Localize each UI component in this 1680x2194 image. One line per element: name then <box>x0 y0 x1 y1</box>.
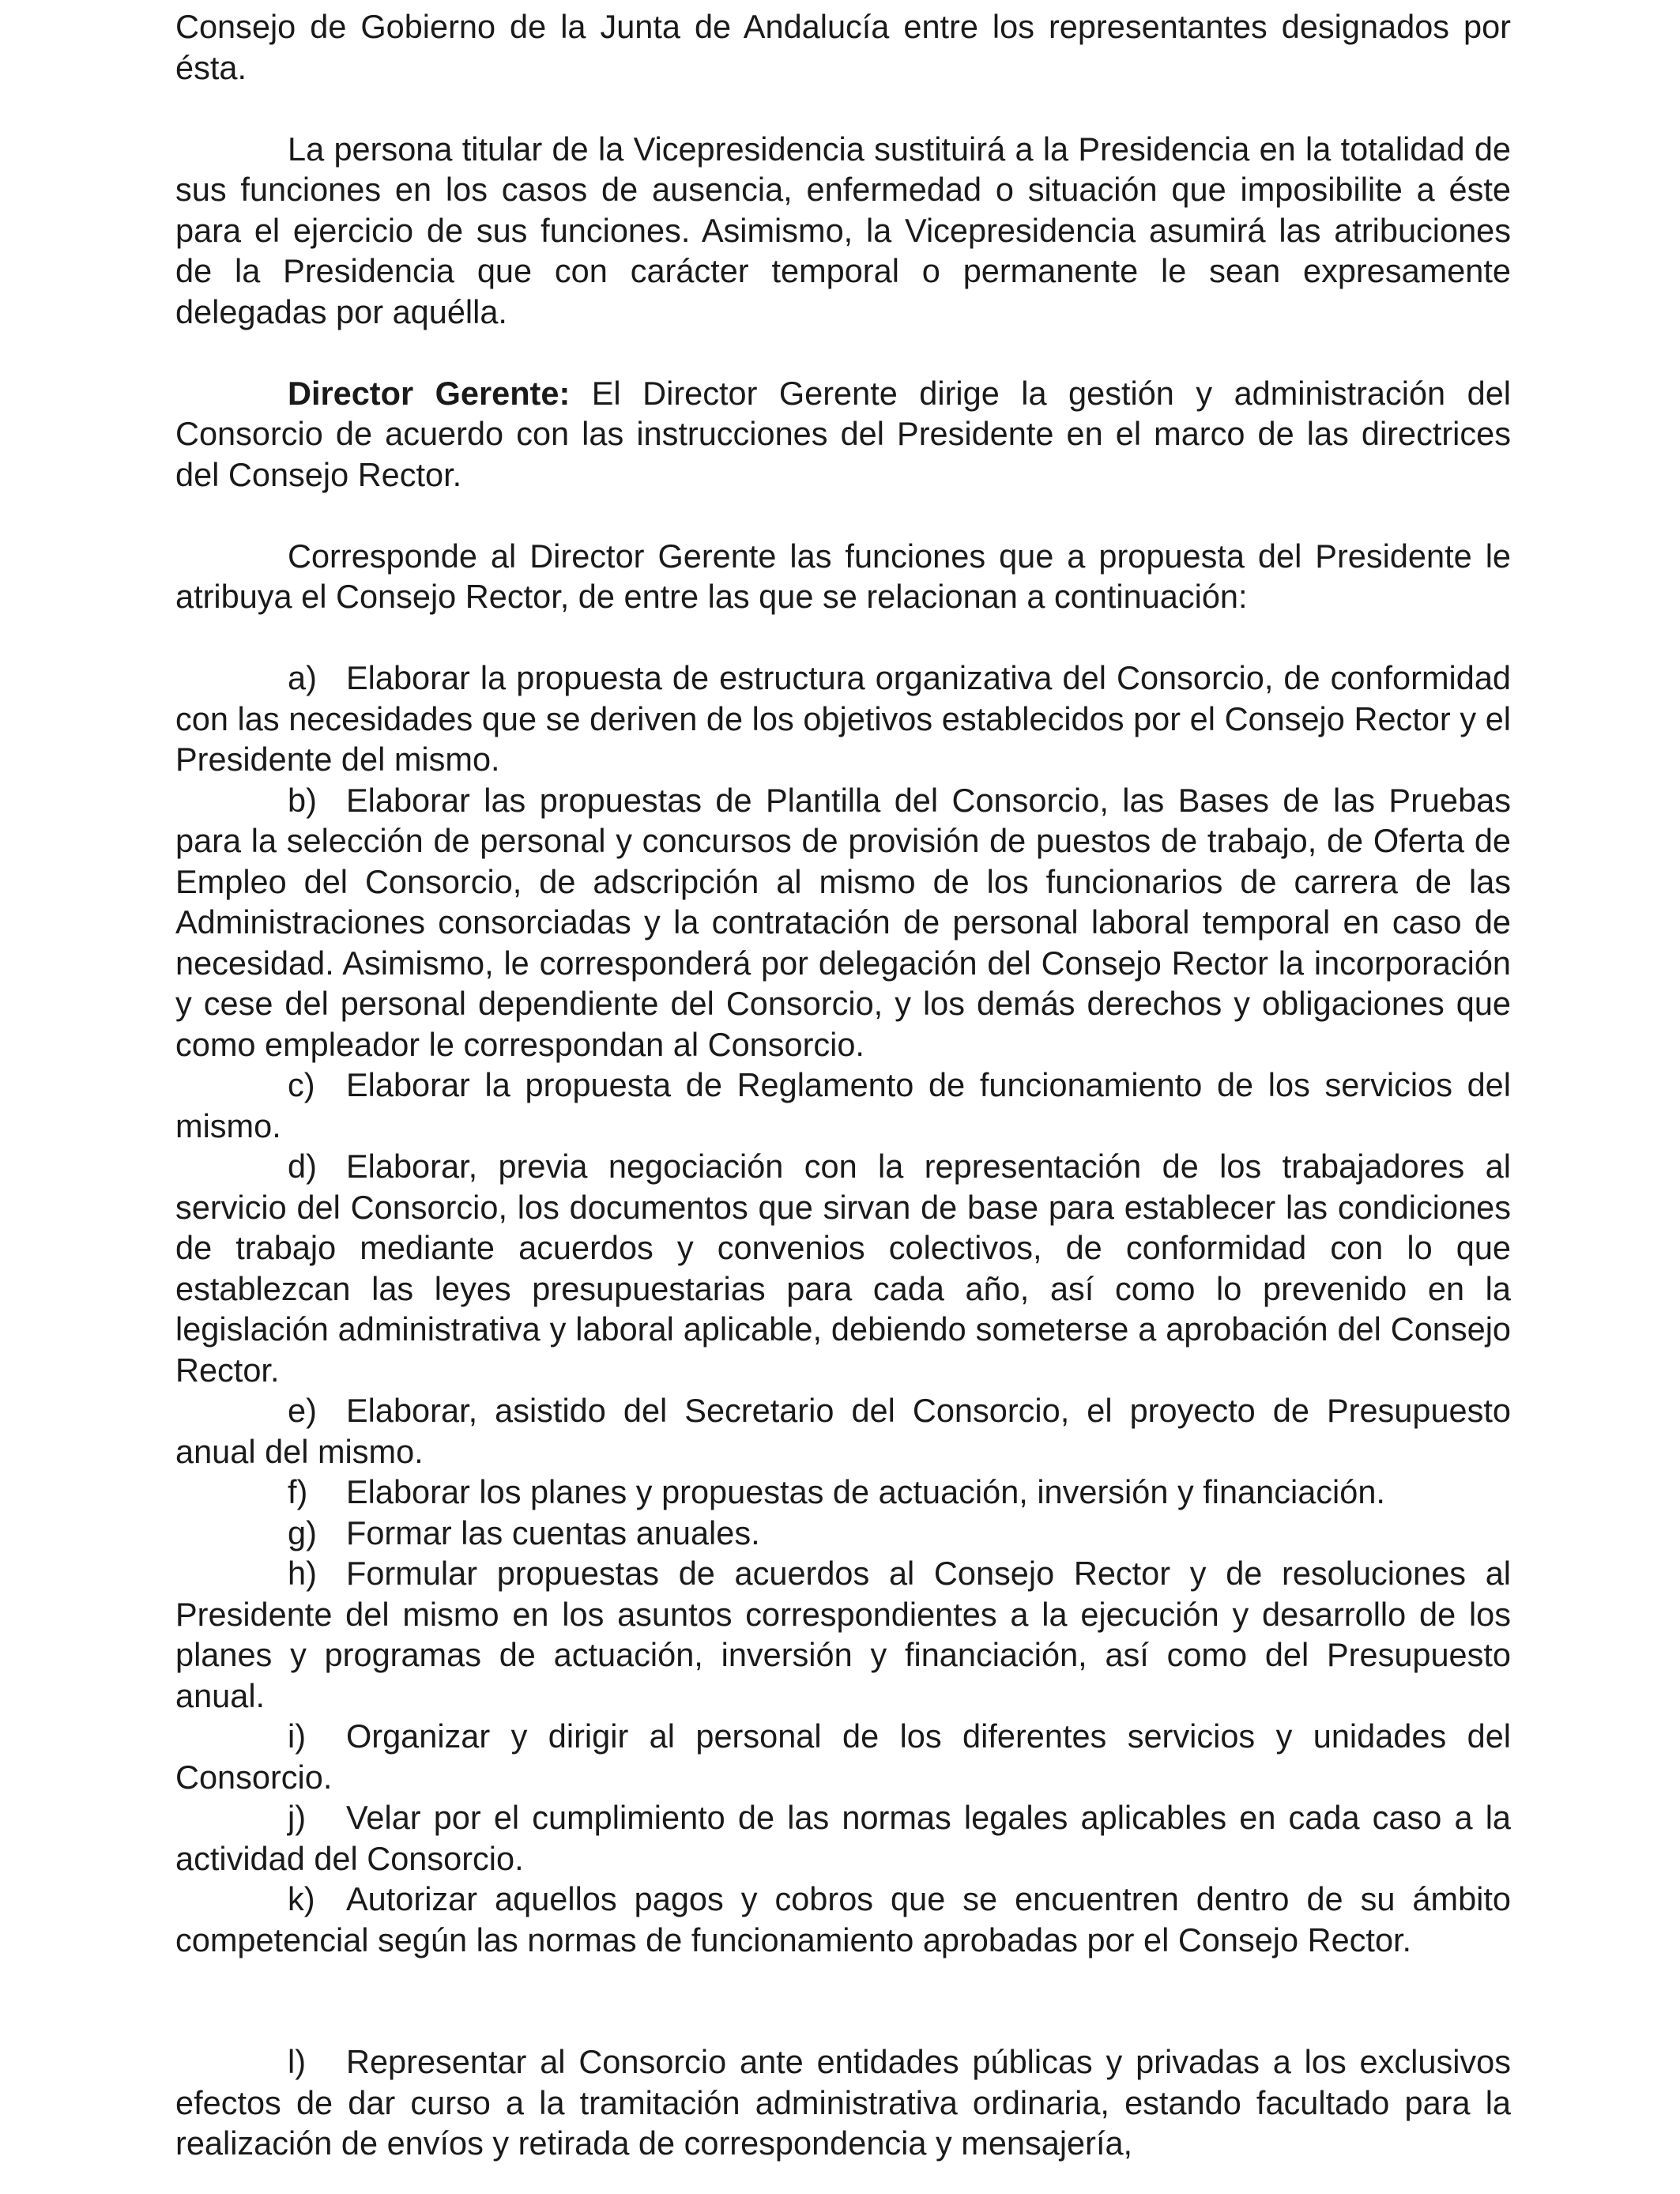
list-item-text: Autorizar aquellos pagos y cobros que se encuentren dentro de su ámbito competencial según las normas de funcionamiento aprobadas por el Consejo Rector. <box>175 1880 1511 1958</box>
list-item-letter: d) <box>288 1148 317 1185</box>
vicepresidencia-paragraph: La persona titular de la Vicepresidencia sustituirá a la Presidencia en la totalidad de sus funciones en los casos de ausencia, enfermedad o situación que imposibilite a éste para el ejercicio de sus funciones. Asimismo, la Vicepresidencia asumirá las atribuciones de la Presidencia que con carácter temporal o permanente le sean expresamente delegadas por aquélla. <box>175 130 1511 330</box>
list-item <box>175 1146 1511 1390</box>
list-item <box>175 1065 1511 1146</box>
list-item-text: Formular propuestas de acuerdos al Consejo Rector y de resoluciones al Presidente del mismo en los asuntos correspondientes a la ejecución y desarrollo de los planes y programas de actuación, inversión y financiación, así como del Presupuesto anual. <box>175 1555 1511 1714</box>
list-item-letter: b) <box>288 781 317 819</box>
list-item-text: Formar las cuentas anuales. <box>346 1514 760 1551</box>
list-item-text: Velar por el cumplimiento de las normas legales aplicables en cada caso a la actividad del Consorcio. <box>175 1799 1511 1877</box>
list-item <box>175 1797 1511 1879</box>
functions-list <box>175 658 1511 1960</box>
list-item-text: Organizar y dirigir al personal de los diferentes servicios y unidades del Consorcio. <box>175 1717 1511 1796</box>
list-item <box>175 1513 1511 1554</box>
director-text: El Director Gerente dirige la gestión y administración del Consorcio de acuerdo con las instrucciones del Presidente en el marco de las directrices del Consejo Rector. <box>175 374 1511 493</box>
list-item-letter: g) <box>288 1514 317 1551</box>
list-item <box>175 1390 1511 1472</box>
list-item-letter: k) <box>288 1880 315 1917</box>
list-item-text: Elaborar la propuesta de Reglamento de funcionamiento de los servicios del mismo. <box>175 1066 1511 1144</box>
list-item-letter: f) <box>288 1473 308 1510</box>
list-item <box>175 1879 1511 1960</box>
list-item-letter: j) <box>288 1799 307 1836</box>
list-item <box>175 1716 1511 1797</box>
list-item-text: Elaborar, asistido del Secretario del Consorcio, el proyecto de Presupuesto anual del mismo. <box>175 1392 1511 1470</box>
list-item-text: Elaborar las propuestas de Plantilla del Consorcio, las Bases de las Pruebas para la selección de personal y concursos de provisión de puestos de trabajo, de Oferta de Empleo del Consorcio, de adscripción al mismo de los funcionarios de carrera de las Administraciones consorciadas y la contratación de personal laboral temporal en caso de necesidad. Asimismo, le corresponderá por delegación del Consejo Rector la incorporación y cese del personal dependiente del Consorcio, y los demás derechos y obligaciones que como empleador le correspondan al Consorcio. <box>175 781 1511 1063</box>
list-item <box>175 1472 1511 1513</box>
document-page <box>175 6 1511 2164</box>
intro-paragraph: Consejo de Gobierno de la Junta de Andalucía entre los representantes designados por ésta. <box>175 8 1511 86</box>
list-item-text: Elaborar, previa negociación con la representación de los trabajadores al servicio del Consorcio, los documentos que sirvan de base para establecer las condiciones de trabajo mediante acuerdos y convenios colectivos, de conformidad con lo que establezcan las leyes presupuestarias para cada año, así como lo prevenido en la legislación administrativa y laboral aplicable, debiendo someterse a aprobación del Consejo Rector. <box>175 1148 1511 1389</box>
list-item <box>175 780 1511 1065</box>
list-item-l <box>175 2041 1511 2164</box>
list-item <box>175 1553 1511 1716</box>
corresponde-paragraph: Corresponde al Director Gerente las funciones que a propuesta del Presidente le atribuya el Consejo Rector, de entre las que se relacionan a continuación: <box>175 537 1511 615</box>
list-item-text: Elaborar la propuesta de estructura organizativa del Consorcio, de conformidad con las necesidades que se deriven de los objetivos establecidos por el Consejo Rector y el Presidente del mismo. <box>175 659 1511 778</box>
director-heading: Director Gerente: <box>288 374 571 412</box>
list-item-letter: l) <box>288 2043 307 2080</box>
list-item-letter: i) <box>288 1717 307 1755</box>
list-item-letter: h) <box>288 1555 317 1592</box>
list-item-text: Elaborar los planes y propuestas de actuación, inversión y financiación. <box>346 1473 1385 1510</box>
list-item-text: Representar al Consorcio ante entidades públicas y privadas a los exclusivos efectos de dar curso a la tramitación administrativa ordinaria, estando facultado para la realización de envíos y retirada de correspondencia y mensajería, <box>175 2043 1511 2162</box>
list-item-letter: a) <box>288 659 317 696</box>
director-paragraph <box>175 373 1511 496</box>
list-item <box>175 658 1511 780</box>
list-item-letter: e) <box>288 1392 317 1429</box>
list-item-letter: c) <box>288 1066 315 1103</box>
